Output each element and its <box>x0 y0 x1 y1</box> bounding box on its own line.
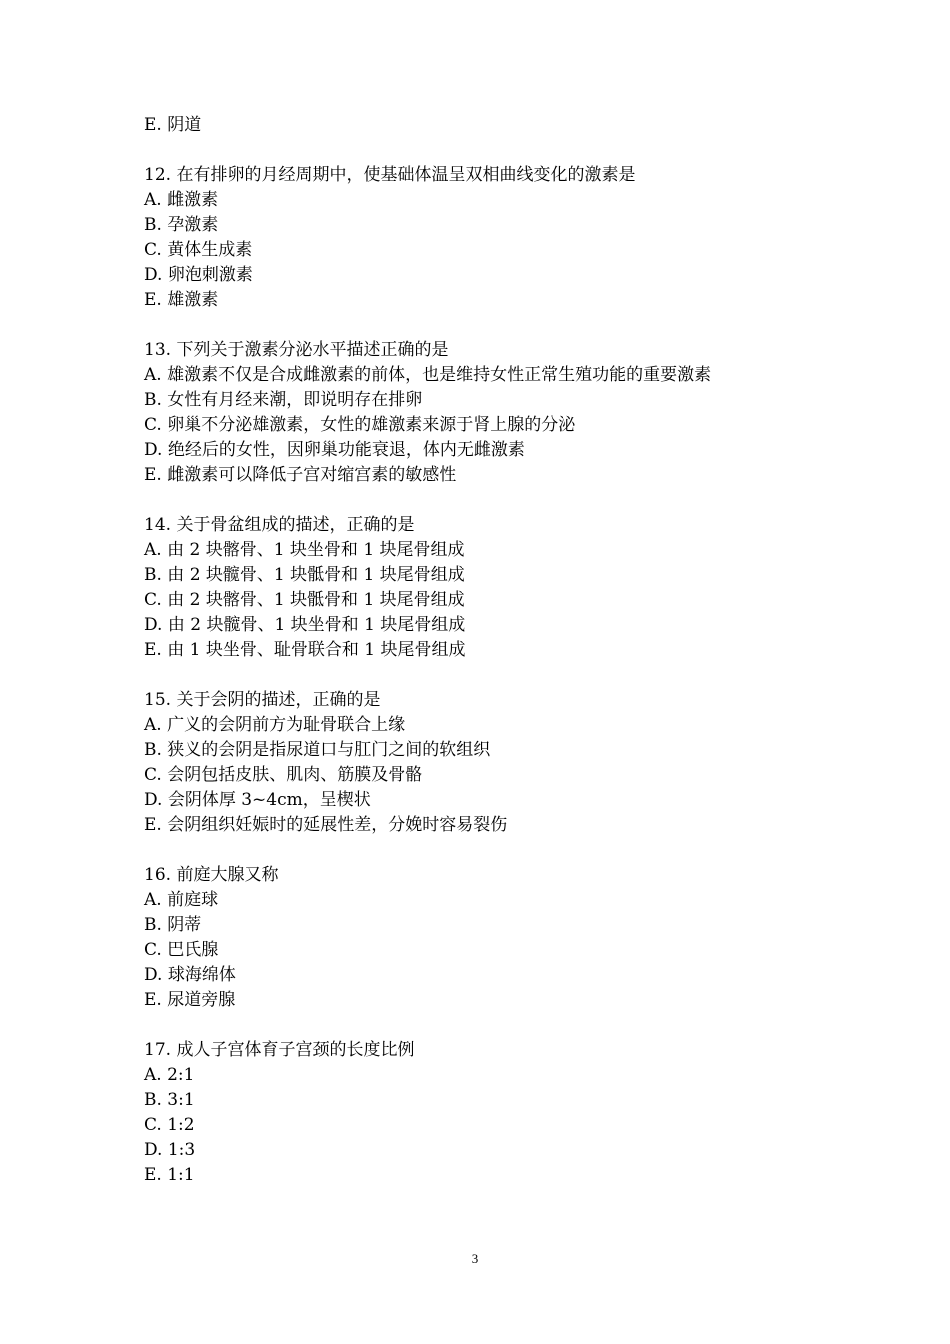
question-stem: 13. 下列关于激素分泌水平描述正确的是 <box>144 340 449 360</box>
option-a: A. 雄激素不仅是合成雌激素的前体，也是维持女性正常生殖功能的重要激素 <box>144 365 712 385</box>
option-a: A. 由 2 块髂骨、1 块坐骨和 1 块尾骨组成 <box>144 540 465 560</box>
orphan-option: E. 阴道 <box>144 115 202 135</box>
option-d: D. 由 2 块髋骨、1 块坐骨和 1 块尾骨组成 <box>144 615 466 635</box>
question-stem: 14. 关于骨盆组成的描述，正确的是 <box>144 515 415 535</box>
question-stem: 17. 成人子宫体育子宫颈的长度比例 <box>144 1040 415 1060</box>
option-a: A. 前庭球 <box>144 890 219 910</box>
page-number: 3 <box>471 1251 479 1266</box>
question-stem: 16. 前庭大腺又称 <box>144 865 279 885</box>
question-13 <box>144 338 824 488</box>
option-c: C. 黄体生成素 <box>144 240 253 260</box>
option-b: B. 孕激素 <box>144 215 219 235</box>
question-14 <box>144 513 824 663</box>
option-e: E. 雌激素可以降低子宫对缩宫素的敏感性 <box>144 465 457 485</box>
option-c: C. 1:2 <box>144 1115 195 1135</box>
question-stem: 15. 关于会阴的描述，正确的是 <box>144 690 381 710</box>
option-c: C. 由 2 块髂骨、1 块骶骨和 1 块尾骨组成 <box>144 590 465 610</box>
option-d: D. 球海绵体 <box>144 965 236 985</box>
option-b: B. 女性有月经来潮，即说明存在排卵 <box>144 390 423 410</box>
option-c: C. 巴氏腺 <box>144 940 219 960</box>
option-d: D. 绝经后的女性，因卵巢功能衰退，体内无雌激素 <box>144 440 525 460</box>
option-b: B. 阴蒂 <box>144 915 202 935</box>
page-content <box>144 113 824 1213</box>
question-16 <box>144 863 824 1013</box>
option-a: A. 广义的会阴前方为耻骨联合上缘 <box>144 715 406 735</box>
option-e: E. 会阴组织妊娠时的延展性差，分娩时容易裂伤 <box>144 815 508 835</box>
option-c: C. 卵巢不分泌雄激素，女性的雄激素来源于肾上腺的分泌 <box>144 415 576 435</box>
question-17 <box>144 1038 824 1188</box>
option-a: A. 雌激素 <box>144 190 219 210</box>
question-15 <box>144 688 824 838</box>
option-b: B. 由 2 块髋骨、1 块骶骨和 1 块尾骨组成 <box>144 565 465 585</box>
question-12 <box>144 163 824 313</box>
option-b: B. 狭义的会阴是指尿道口与肛门之间的软组织 <box>144 740 491 760</box>
option-d: D. 卵泡刺激素 <box>144 265 253 285</box>
option-d: D. 会阴体厚 3~4cm，呈楔状 <box>144 790 371 810</box>
option-e: E. 雄激素 <box>144 290 219 310</box>
option-a: A. 2:1 <box>144 1065 195 1085</box>
option-c: C. 会阴包括皮肤、肌肉、筋膜及骨骼 <box>144 765 423 785</box>
option-e: E. 1:1 <box>144 1165 195 1185</box>
option-e: E. 尿道旁腺 <box>144 990 236 1010</box>
option-e: E. 由 1 块坐骨、耻骨联合和 1 块尾骨组成 <box>144 640 466 660</box>
option-b: B. 3:1 <box>144 1090 195 1110</box>
option-d: D. 1:3 <box>144 1140 196 1160</box>
question-stem: 12. 在有排卵的月经周期中，使基础体温呈双相曲线变化的激素是 <box>144 165 636 185</box>
